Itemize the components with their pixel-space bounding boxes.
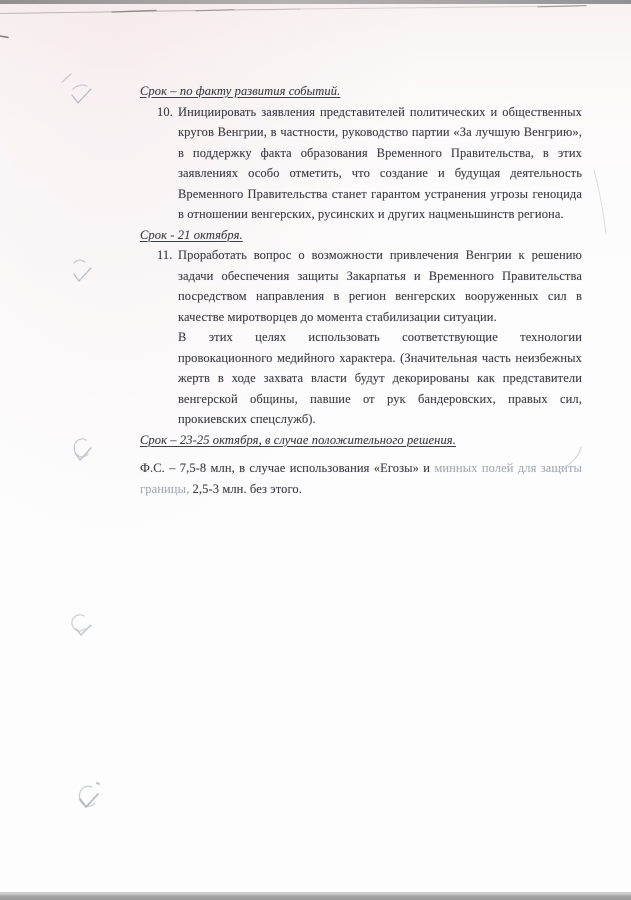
item-text: Инициировать заявления представителей политических и общественных кругов Венгрии, в частности, руководство партии «За лучшую Венгрию», в поддержку факта образования Временного Правительства, в этих заявлениях особо отметить, что создание и будущая деятельность Временного Правительства станет гарантом устранения угрозы геноцида в отношении венгерских, русинских и других нацменьшинств региона.: [178, 104, 582, 221]
handwritten-check-mark: [74, 439, 91, 460]
scan-bottom-edge: [0, 892, 631, 900]
item-text: Проработать вопрос о возможности привлечения Венгрии к решению задачи обеспечения защиты Закарпатья и Временного Правительства посредством направления в регион венгерских вооруженных сил в качестве миротворцев до момента стабилизации ситуации. В этих целях использовать соответствующие технологии провокационного медийного характера. (Значительная часть неизбежных жертв в ходе захвата власти будут декорированы как представители венгерской общины, павшие от рук бандеровских, правых сил, прокиевских спецслужб).: [178, 248, 582, 426]
handwritten-check-mark: [72, 615, 91, 635]
fs-cost-note: [140, 458, 582, 499]
deadline-note-1: Срок – по факту развития событий.: [140, 84, 341, 98]
item-number: 11.: [157, 248, 173, 262]
list-item-11: [140, 245, 582, 430]
handwritten-check-mark: [79, 783, 99, 807]
item-number: 10.: [157, 104, 173, 119]
scan-top-edge: [0, 0, 631, 4]
handwritten-check-mark: [74, 260, 91, 281]
document-body: [140, 81, 582, 499]
deadline-note-2: Срок - 21 октября.: [140, 227, 243, 242]
handwritten-check-mark: [62, 74, 91, 103]
fs-cost-note-lead: Ф.С. – 7,5-8 млн, в случае использования «Егозы» и: [140, 461, 435, 475]
list-item-10: [140, 102, 582, 225]
fs-cost-note-tail: 2,5-3 млн. без этого.: [189, 481, 302, 496]
fs-cost-note-faded: минных полей для защиты границы,: [140, 461, 583, 496]
deadline-note-3: Срок – 23-25 октября, в случае положительного решения.: [140, 432, 456, 447]
